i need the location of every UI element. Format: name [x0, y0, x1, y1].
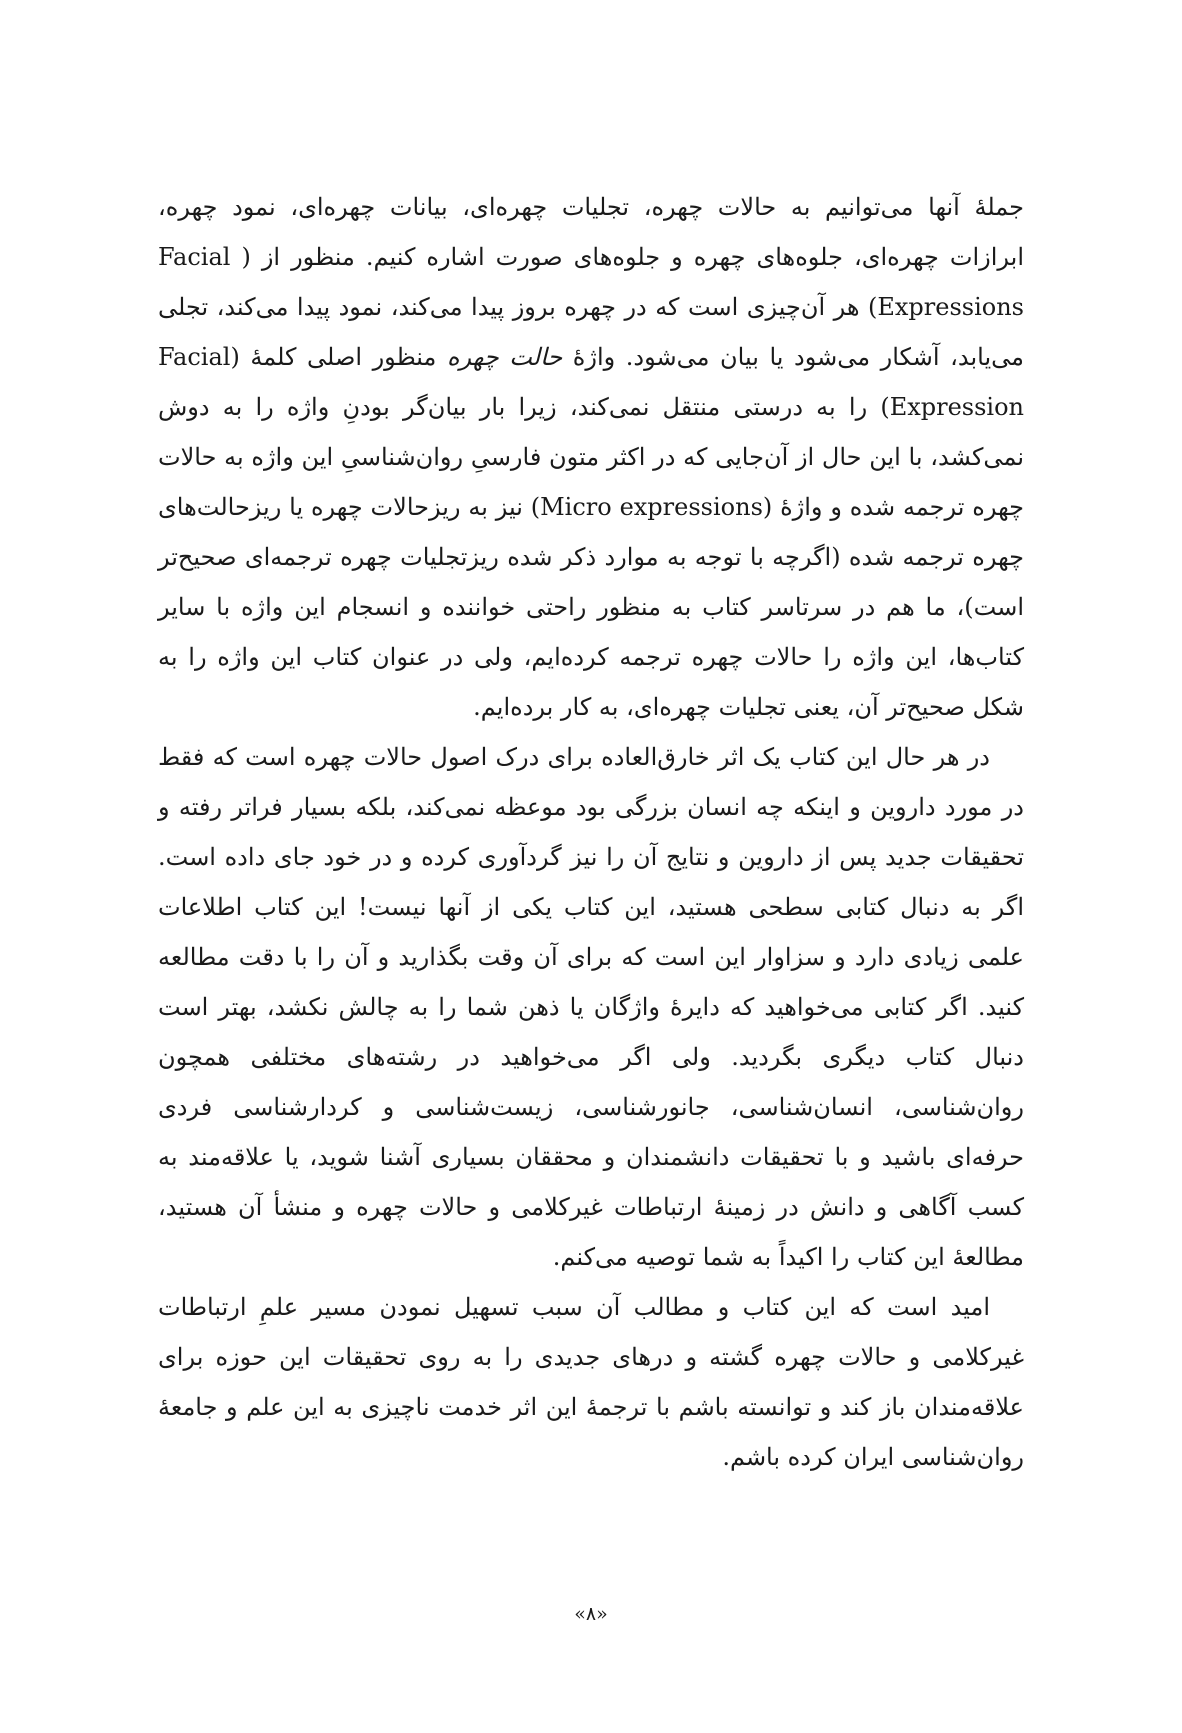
- paragraph-2-text: در هر حال این کتاب یک اثر خارق‌العاده برای درک اصول حالات چهره است که فقط در مورد داروین و اینکه چه انسان بزرگی بود موعظه نمی‌کند، بلکه بسیار فراتر رفته و تحقیقات جدید پس از داروین و نتایج آن را نیز گردآوری کرده و در خود جای داده است. اگر به دنبال کتابی سطحی هستید، این کتاب یکی از آنها نیست! این کتاب اطلاعات علمی زیادی دارد و سزاوار این است که برای آن وقت بگذارید و آن را با دقت مطالعه کنید. اگر کتابی می‌خواهید که دایرهٔ واژگان یا ذهن شما را به چالش نکشد، بهتر است دنبال کتاب دیگری بگردید. ولی اگر می‌خواهید در رشته‌های مختلفی همچون روان‌شناسی، انسان‌شناسی، جانورشناسی، زیست‌شناسی و کردارشناسی فردی حرفه‌ای باشید و با تحقیقات دانشمندان و محققان بسیاری آشنا شوید، یا علاقه‌مند به کسب آگاهی و دانش در زمینهٔ ارتباطات غیرکلامی و حالات چهره و منشأ آن هستید، مطالعهٔ این کتاب را اکیداً به شما توصیه می‌کنم.: [158, 743, 1024, 1271]
- paragraph-1-italic-term: حالت چهره: [446, 343, 563, 371]
- paragraph-2: [158, 732, 1024, 1282]
- paragraph-1: [158, 182, 1024, 732]
- page-number: «۸»: [574, 1603, 608, 1625]
- paragraph-3: [158, 1282, 1024, 1482]
- paragraph-1-text-1: جملهٔ آنها می‌توانیم به حالات چهره، تجلیات چهره‌ای، بیانات چهره‌ای، نمود چهره، ابرازات چهره‌ای، جلوه‌های چهره و جلوه‌های صورت اشاره کنیم. منظور از ( Facial Expressions) هر آن‌چیزی است که در چهره بروز پیدا می‌کند، نمود پیدا می‌کند، تجلی می‌یابد، آشکار می‌شود یا بیان می‌شود. واژهٔ: [158, 193, 1024, 371]
- paragraph-1-text-2: منظور اصلی کلمهٔ (Facial Expression) را به درستی منتقل نمی‌کند، زیرا بار بیان‌گر بودنِ واژه را به دوش نمی‌کشد، با این حال از آن‌جایی که در اکثر متون فارسیِ روان‌شناسیِ این واژه به حالات چهره ترجمه شده و واژهٔ (Micro expressions) نیز به ریزحالات چهره یا ریزحالت‌های چهره ترجمه شده (اگرچه با توجه به موارد ذکر شده ریزتجلیات چهره ترجمه‌ای صحیح‌تر است)، ما هم در سرتاسر کتاب به منظور راحتی خواننده و انسجام این واژه با سایر کتاب‌ها، این واژه را حالات چهره ترجمه کرده‌ایم، ولی در عنوان کتاب این واژه را به شکل صحیح‌تر آن، یعنی تجلیات چهره‌ای، به کار برده‌ایم.: [158, 343, 1025, 721]
- body-text: [158, 182, 1024, 1482]
- paragraph-3-text: امید است که این کتاب و مطالب آن سبب تسهیل نمودن مسیر علمِ ارتباطات غیرکلامی و حالات چهره گشته و درهای جدیدی را به روی تحقیقات این حوزه برای علاقه‌مندان باز کند و توانسته باشم با ترجمهٔ این اثر خدمت ناچیزی به این علم و جامعهٔ روان‌شناسی ایران کرده باشم.: [158, 1293, 1024, 1471]
